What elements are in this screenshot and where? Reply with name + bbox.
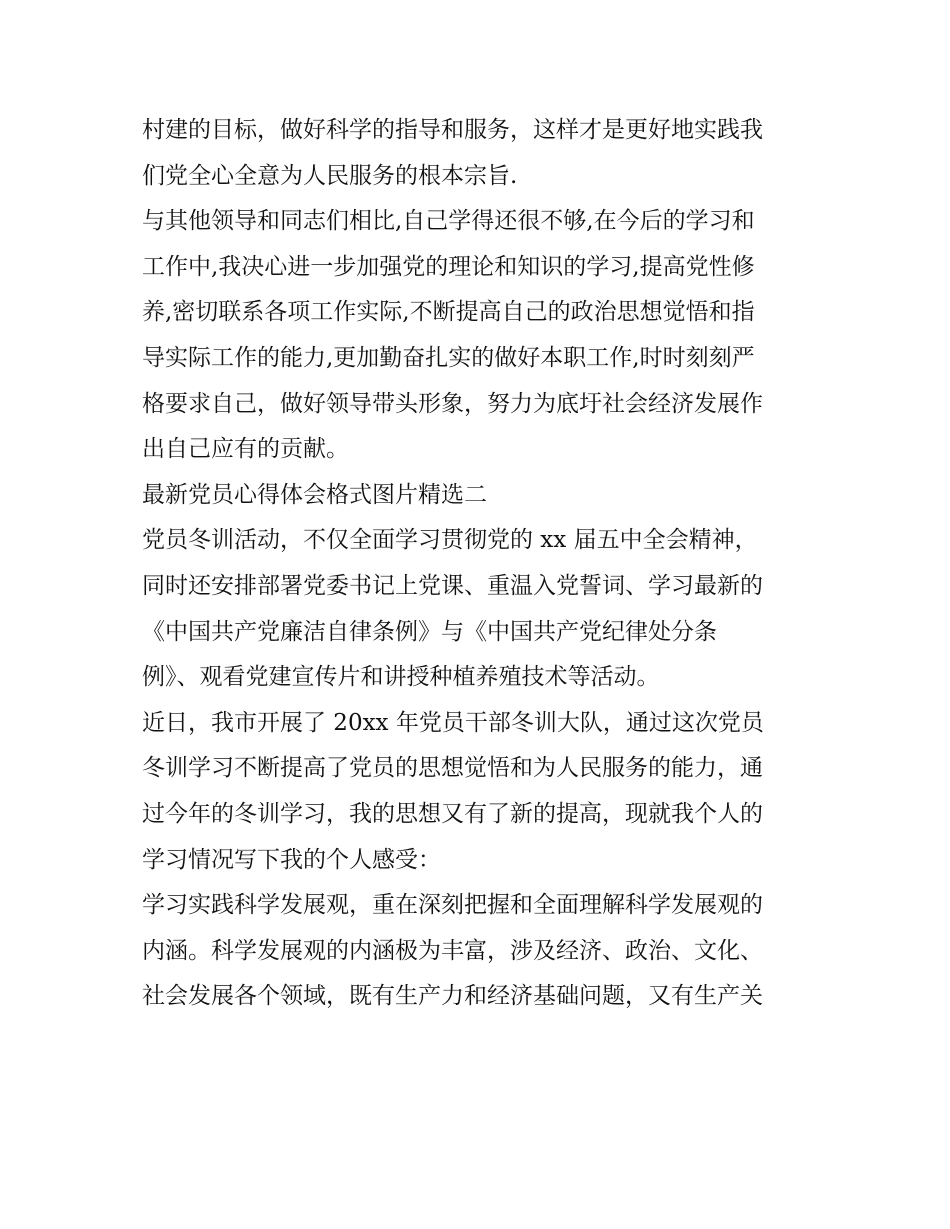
text-line: 格要求自己，做好领导带头形象，努力为底圩社会经济发展作 xyxy=(142,390,763,417)
text-line: 近日，我市开展了 20xx 年党员干部冬训大队，通过这次党员 xyxy=(142,709,764,736)
text-line: 同时还安排部署党委书记上党课、重温入党誓词、学习最新的 xyxy=(142,572,763,599)
text-line: 学习实践科学发展观，重在深刻把握和全面理解科学发展观的 xyxy=(142,892,763,919)
text-line: 冬训学习不断提高了党员的思想觉悟和为人民服务的能力，通 xyxy=(142,755,763,782)
text-line: 党员冬训活动，不仅全面学习贯彻党的 xx 届五中全会精神， xyxy=(142,527,758,554)
text-line: 《中国共产党廉洁自律条例》与《中国共产党纪律处分条 xyxy=(142,618,717,645)
text-line: 出自己应有的贡献。 xyxy=(142,436,349,463)
text-line: 例》、观看党建宣传片和讲授种植养殖技术等活动。 xyxy=(142,664,660,691)
text-line: 内涵。科学发展观的内涵极为丰富，涉及经济、政治、文化、 xyxy=(142,937,763,964)
text-line: 村建的目标，做好科学的指导和服务，这样才是更好地实践我 xyxy=(142,117,763,143)
text-line: 们党全心全意为人民服务的根本宗旨. xyxy=(142,162,518,189)
section-heading: 最新党员心得体会格式图片精选二 xyxy=(142,481,487,508)
text-line: 工作中,我决心进一步加强党的理论和知识的学习,提高党性修 xyxy=(142,253,755,280)
text-line: 社会发展各个领域，既有生产力和经济基础问题，又有生产关 xyxy=(142,983,763,1010)
text-line: 养,密切联系各项工作实际,不断提高自己的政治思想觉悟和指 xyxy=(142,299,755,326)
text-line: 导实际工作的能力,更加勤奋扎实的做好本职工作,时时刻刻严 xyxy=(142,344,755,371)
text-line: 与其他领导和同志们相比,自己学得还很不够,在今后的学习和 xyxy=(142,208,755,235)
text-line: 学习情况写下我的个人感受： xyxy=(142,846,441,873)
text-line: 过今年的冬训学习，我的思想又有了新的提高，现就我个人的 xyxy=(142,800,763,827)
document-body xyxy=(142,108,822,1020)
